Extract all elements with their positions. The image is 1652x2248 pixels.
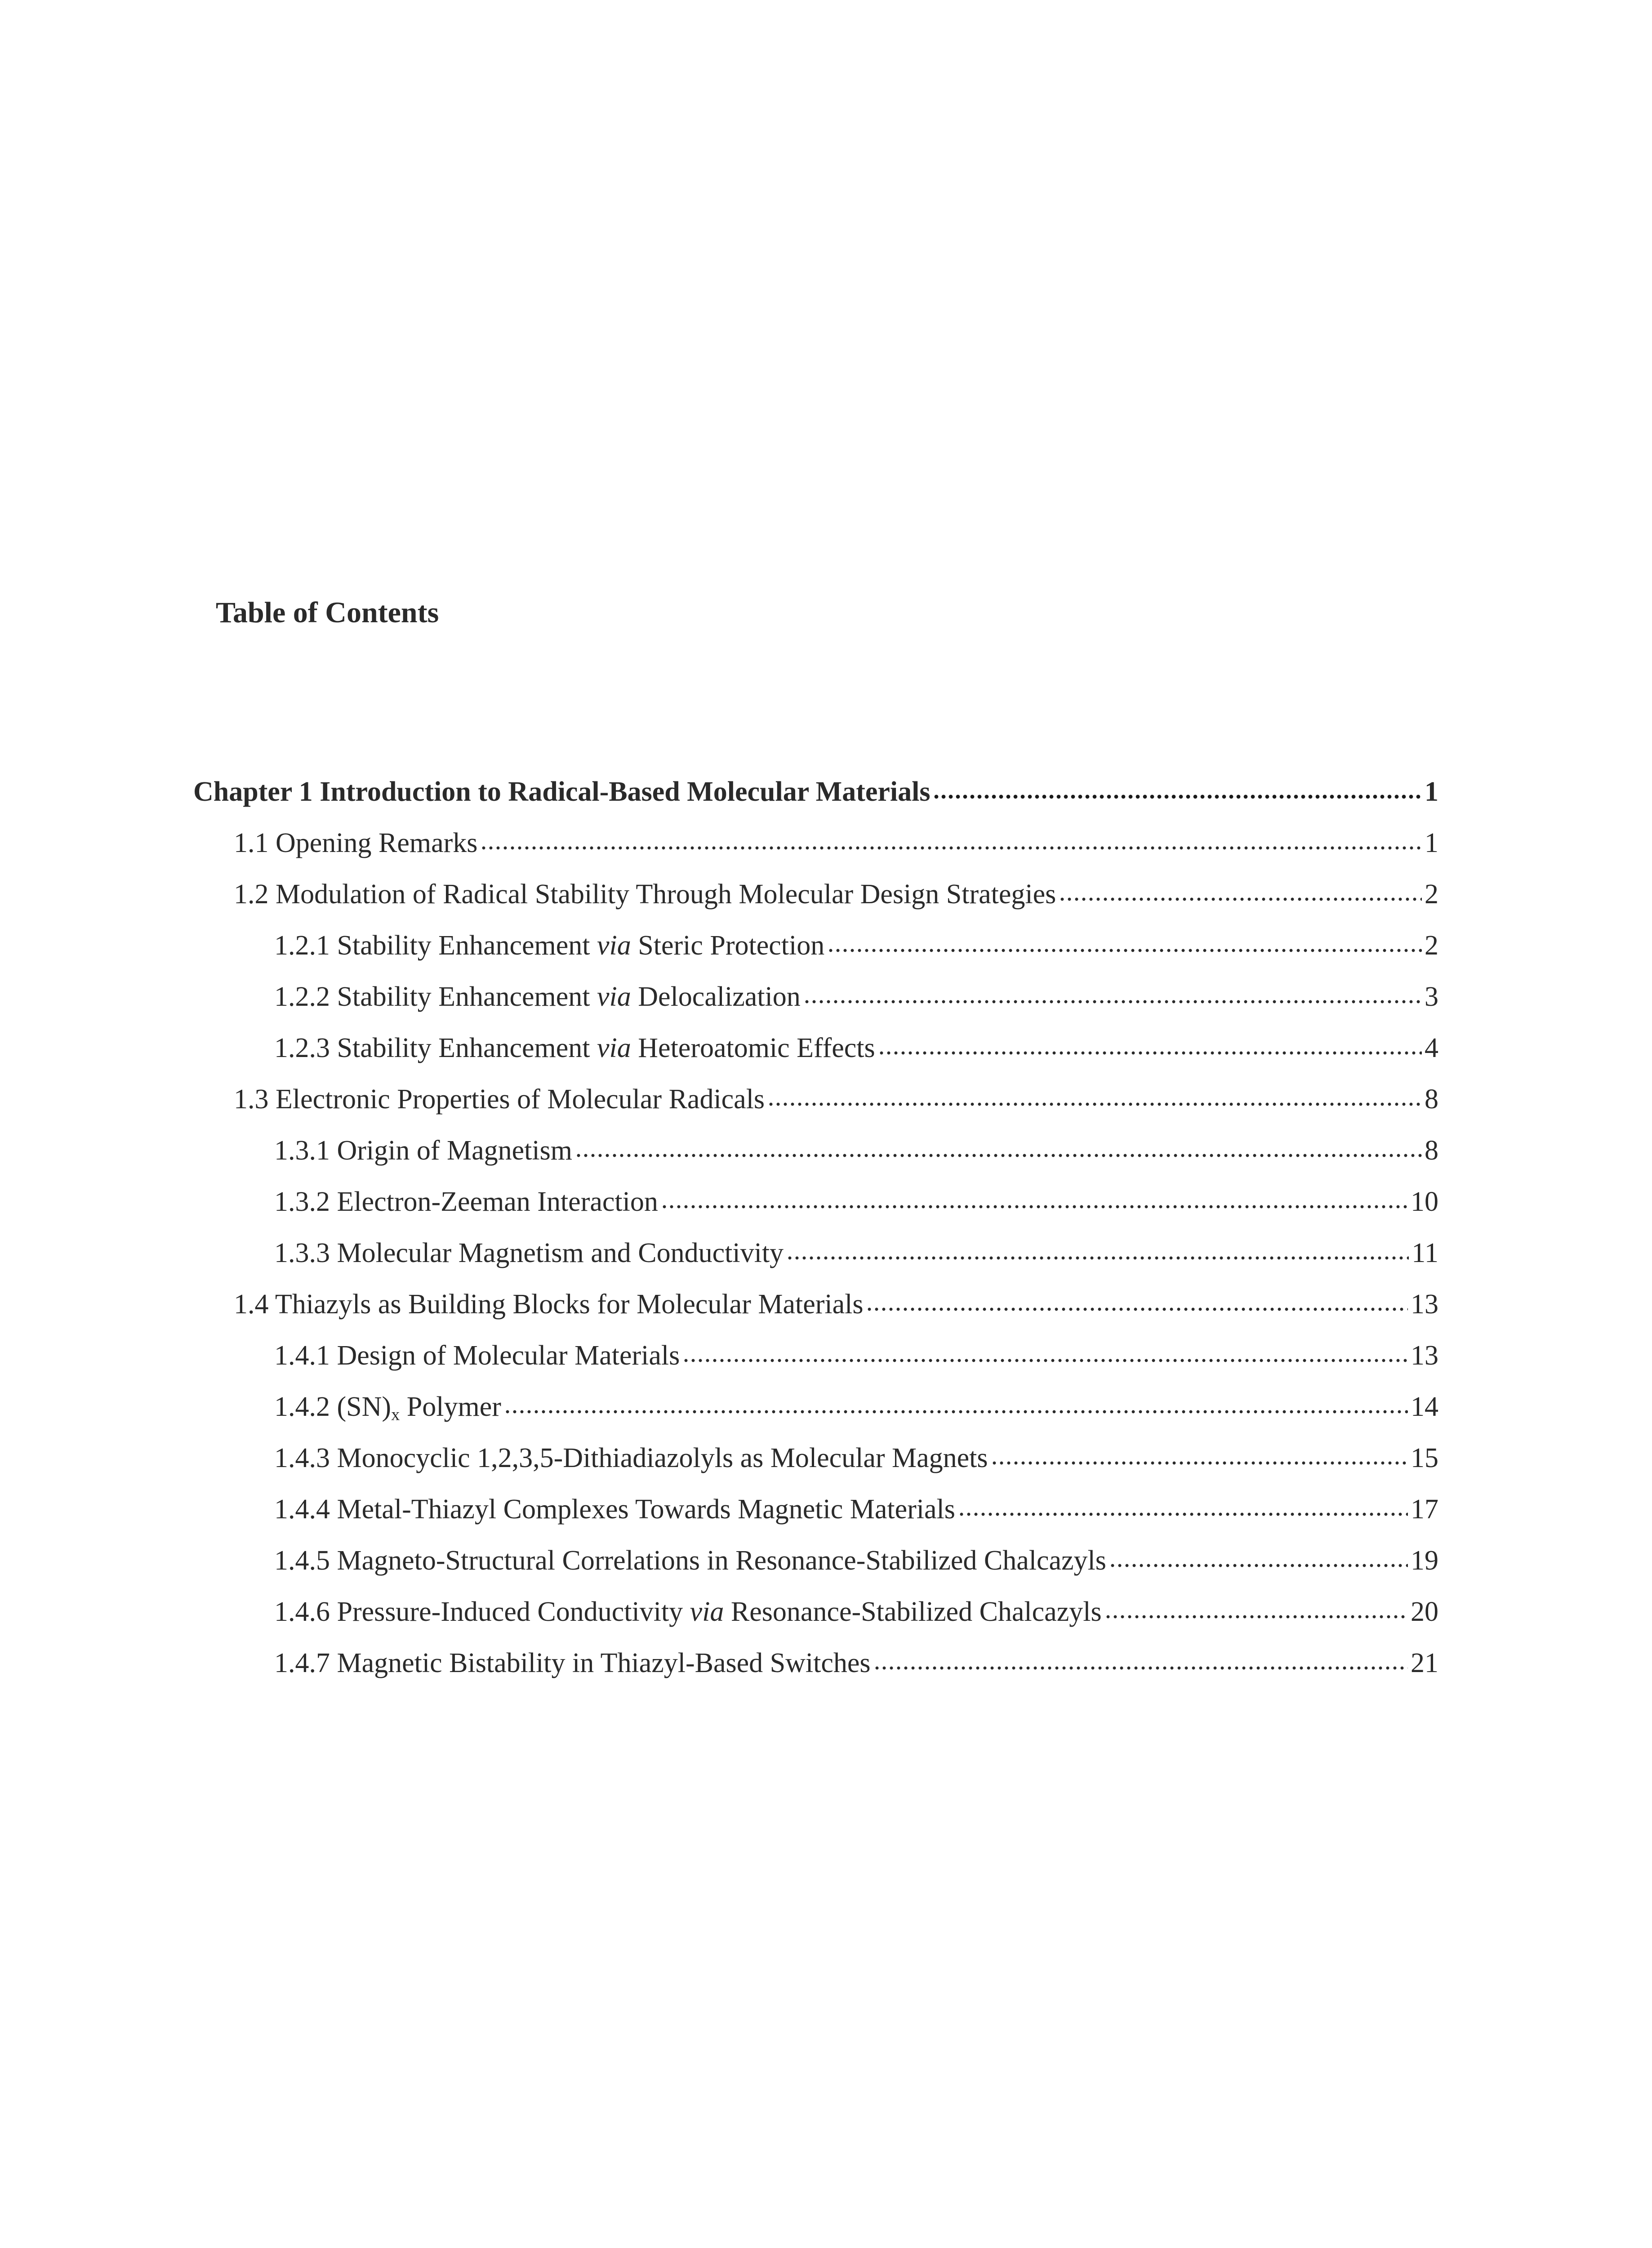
toc-entry-label-part: 1.4.1 Design of Molecular Materials [274,1340,680,1371]
toc-subsection-entry [274,1137,1438,1173]
toc-entry-label [274,932,824,959]
toc-page-number: 15 [1411,1443,1438,1473]
toc-subsection-entry [274,1188,1438,1224]
toc-entry-label [274,1547,1106,1574]
toc-page-number: 3 [1425,981,1438,1012]
toc-entry-label-part: 1.4.5 Magneto-Structural Correlations in Resonance-Stabilized Chalcazyls [274,1545,1106,1576]
toc-subsection-entry [274,983,1438,1019]
toc-entry-label-part: 1.4.2 (SN) [274,1392,392,1422]
toc-entry-label-part: 1.2 Modulation of Radical Stability Through Molecular Design Strategies [234,879,1056,910]
toc-page-number: 20 [1411,1597,1438,1627]
toc-subsection-entry [274,1239,1438,1275]
toc-entry-label [274,1649,871,1677]
toc-entry-label-part: via [690,1597,724,1627]
toc-entry-label [234,880,1056,908]
dot-leader [991,1461,1408,1465]
dot-leader [1104,1615,1408,1619]
dot-leader [1109,1563,1408,1568]
dot-leader [958,1512,1408,1517]
toc-entry-label-part: 1.4.6 Pressure-Induced Conductivity [274,1597,690,1627]
toc-page-number: 4 [1425,1033,1438,1063]
toc-entry-label [274,983,801,1011]
toc-entry-label-part: Steric Protection [631,930,825,961]
dot-leader [504,1409,1408,1414]
toc-entry-label [274,1598,1102,1626]
toc-entry-label [274,1137,572,1164]
toc-entry-label [274,1444,988,1472]
toc-entry-label-part: 1.4 Thiazyls as Building Blocks for Molecular Materials [234,1289,864,1320]
toc-entry-label-part: 1.4.3 Monocyclic 1,2,3,5-Dithiadiazolyls as Molecular Magnets [274,1443,988,1473]
toc-entry-label-part: Heteroatomic Effects [631,1033,875,1063]
toc-page-number: 13 [1411,1340,1438,1371]
toc-section-entry [234,1290,1438,1326]
toc-page-number: 2 [1425,879,1438,910]
toc-page-number: 11 [1412,1238,1438,1268]
toc-page-number: 8 [1425,1135,1438,1166]
toc-entry-label-part: 1.2.1 Stability Enhancement [274,930,597,961]
toc-entry-label-part: 1.3.2 Electron-Zeeman Interaction [274,1186,658,1217]
toc-page-number: 8 [1425,1084,1438,1115]
toc-page-number: 19 [1411,1545,1438,1576]
toc-entry-label [234,1085,765,1113]
toc-page-number: 1 [1425,828,1438,858]
toc-entry-label-part: 1.2.2 Stability Enhancement [274,981,597,1012]
toc-entry-label [274,1034,875,1062]
toc-page-number: 21 [1411,1648,1438,1678]
toc-entry-label-part: Resonance-Stabilized Chalcazyls [724,1597,1102,1627]
dot-leader [480,846,1422,850]
dot-leader [933,794,1422,799]
toc-entry-label-part: via [597,981,631,1012]
toc-entry-label [274,1392,501,1424]
toc-entry-label [274,1188,658,1216]
dot-leader [878,1051,1422,1055]
toc-entry-label-part: 1.2.3 Stability Enhancement [274,1033,597,1063]
toc-entry-label-part: Chapter 1 Introduction to Radical-Based Molecular Materials [193,776,931,807]
toc-subsection-entry [274,1495,1438,1531]
toc-subsection-entry [274,1547,1438,1583]
toc-entry-label-part: 1.1 Opening Remarks [234,828,478,858]
toc-entry-label-part: x [391,1405,400,1424]
toc-entry-label-part: 1.3.1 Origin of Magnetism [274,1135,572,1166]
toc-subsection-entry [274,1342,1438,1378]
dot-leader [1059,897,1422,901]
toc-entry-label-part: 1.3 Electronic Properties of Molecular Radicals [234,1084,765,1115]
toc-section-entry [234,880,1438,916]
toc-subsection-entry [274,1034,1438,1070]
dot-leader [682,1358,1408,1363]
dot-leader [866,1307,1408,1311]
dot-leader [767,1102,1422,1106]
dot-leader [786,1256,1409,1260]
toc-entry-label-part: Polymer [400,1392,501,1422]
toc-subsection-entry [274,1598,1438,1634]
toc-chapter-entry [193,778,1438,814]
toc-section-entry [234,1085,1438,1121]
toc-subsection-entry [274,1393,1438,1429]
toc-subsection-entry [274,1444,1438,1480]
toc-entry-label [234,1290,863,1318]
toc-entry-label [274,1342,680,1369]
dot-leader [827,948,1422,953]
toc-page-number: 13 [1411,1289,1438,1320]
toc-entry-label-part: via [597,930,631,961]
toc-subsection-entry [274,932,1438,968]
toc-section-entry [234,829,1438,865]
toc-page-number: 10 [1411,1186,1438,1217]
toc-page-number: 17 [1411,1494,1438,1525]
toc-subsection-entry [274,1649,1438,1685]
toc-page-number: 2 [1425,930,1438,961]
toc-entry-label-part: Delocalization [631,981,801,1012]
page-title: Table of Contents [216,596,439,629]
toc-entry-label-part: 1.3.3 Molecular Magnetism and Conductivity [274,1238,784,1268]
toc-entry-label [234,829,477,857]
dot-leader [873,1666,1408,1670]
dot-leader [661,1204,1408,1209]
toc-entry-label-part: 1.4.4 Metal-Thiazyl Complexes Towards Magnetic Materials [274,1494,955,1525]
dot-leader [803,999,1422,1004]
toc-entry-label [274,1495,955,1523]
dot-leader [575,1153,1422,1158]
toc-page-number: 1 [1425,776,1438,807]
toc-entry-label [274,1239,784,1267]
toc-entry-label [193,778,930,806]
toc-entry-label-part: via [597,1033,631,1063]
toc-page-number: 14 [1411,1392,1438,1422]
toc-entry-label-part: 1.4.7 Magnetic Bistability in Thiazyl-Based Switches [274,1648,871,1678]
